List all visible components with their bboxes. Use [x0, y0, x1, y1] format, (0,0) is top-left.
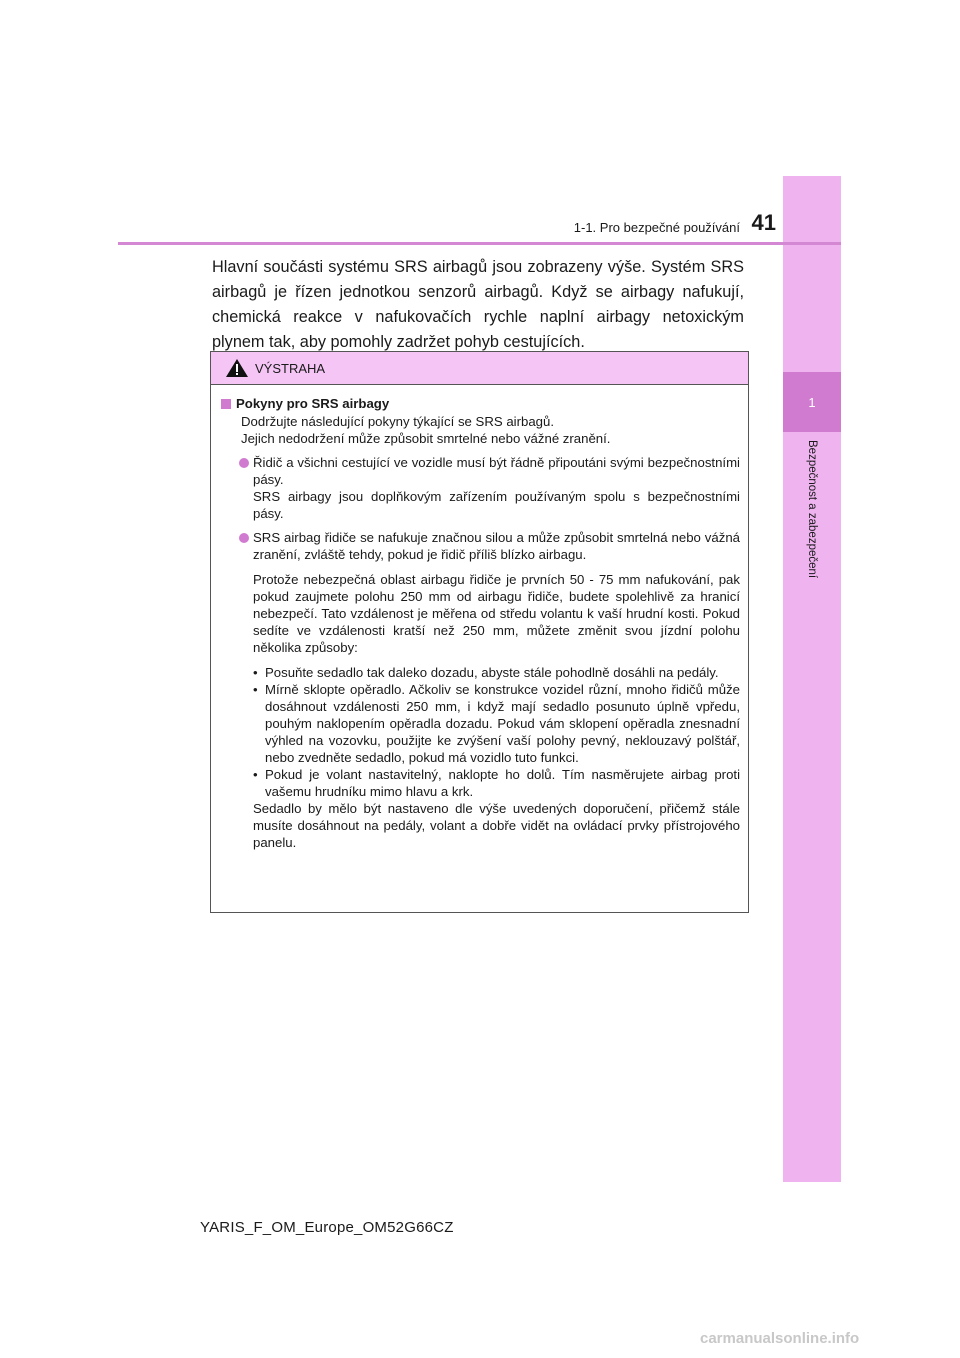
list-item: • Posuňte sedadlo tak daleko dozadu, abyste stále pohodlně dosáhli na pedály. [253, 665, 719, 680]
warning-item-2 [221, 529, 740, 563]
warning-box [210, 351, 749, 913]
header-divider [118, 242, 841, 245]
chapter-number-tab[interactable]: 1 [783, 372, 841, 432]
square-bullet-icon [221, 399, 231, 409]
circle-bullet-icon [239, 458, 249, 468]
item1-line1: Řidič a všichni cestující ve vozidle musí být řádně připoutáni svými bezpečnostními pásy. [253, 455, 740, 487]
warning-lead-1: Dodržujte následující pokyny týkající se SRS airbagů. [241, 414, 554, 429]
bullet-list [221, 664, 740, 800]
document-code: YARIS_F_OM_Europe_OM52G66CZ [200, 1219, 454, 1236]
closing-paragraph: Sedadlo by mělo být nastaveno dle výše uvedených doporučení, přičemž stále musíte dosáhnout na pedály, volant a dobře vidět na ovládací prvky přístrojového panelu. [253, 801, 740, 850]
circle-bullet-icon [239, 533, 249, 543]
item1-line2: SRS airbagy jsou doplňkovým zařízením používaným spolu s bezpečnostními pásy. [253, 489, 740, 521]
warning-body [211, 385, 748, 851]
warning-lead-2: Jejich nedodržení může způsobit smrtelné nebo vážné zranění. [241, 431, 611, 446]
warning-item-1 [221, 454, 740, 522]
warning-triangle-icon [225, 358, 249, 378]
warning-section-title: Pokyny pro SRS airbagy [221, 395, 740, 412]
page-number: 41 [751, 210, 776, 235]
item2-text: SRS airbag řidiče se nafukuje značnou silou a může způsobit smrtelná nebo vážná zranění, zvláště tehdy, pokud je řidič příliš blízko airbagu. [253, 530, 740, 562]
list-item: • Mírně sklopte opěradlo. Ačkoliv se konstrukce vozidel různí, mnoho řidičů může dosáhnout vzdálenosti 250 mm, i když mají sedadlo posunuto úplně vpředu, pouhým naklopením opěradla dozadu. Pokud vám sklopení opěradla znesnadní výhled na vozovku, použijte ke zvýšení vaší polohy pevný, neklouzavý polštář, nebo zvedněte sedadlo, pokud má vozidlo tuto funkci. [253, 682, 740, 765]
list-item: • Pokud je volant nastavitelný, naklopte ho dolů. Tím nasměrujete airbag proti vašemu hrudníku mimo hlavu a krk. [253, 767, 740, 799]
intro-paragraph: Hlavní součásti systému SRS airbagů jsou zobrazeny výše. Systém SRS airbagů je řízen jednotkou senzorů airbagů. Když se airbagy nafukují, chemická reakce v nafukovačích rychle naplní airbagy netoxickým plynem tak, aby pomohly zadržet pohyb cestujících. [212, 258, 744, 351]
chapter-title-tab: Bezpečnost a zabezpečení [806, 440, 818, 579]
item2-paragraph: Protože nebezpečná oblast airbagu řidiče je prvních 50 - 75 mm nafukování, pak pokud zaujmete polohu 250 mm od airbagu řidiče, budete spolehlivě za hranicí nebezpečí. Tato vzdálenost je měřena od středu volantu k vaší hrudní kosti. Pokud sedíte ve vzdálenosti kratší než 250 mm, můžete změnit svou jízdní polohu několika způsoby: [253, 572, 740, 655]
watermark: carmanualsonline.info [700, 1330, 860, 1347]
warning-title: VÝSTRAHA [255, 360, 326, 376]
section-heading: 1-1. Pro bezpečné používání [573, 220, 740, 235]
warning-header [211, 352, 748, 385]
